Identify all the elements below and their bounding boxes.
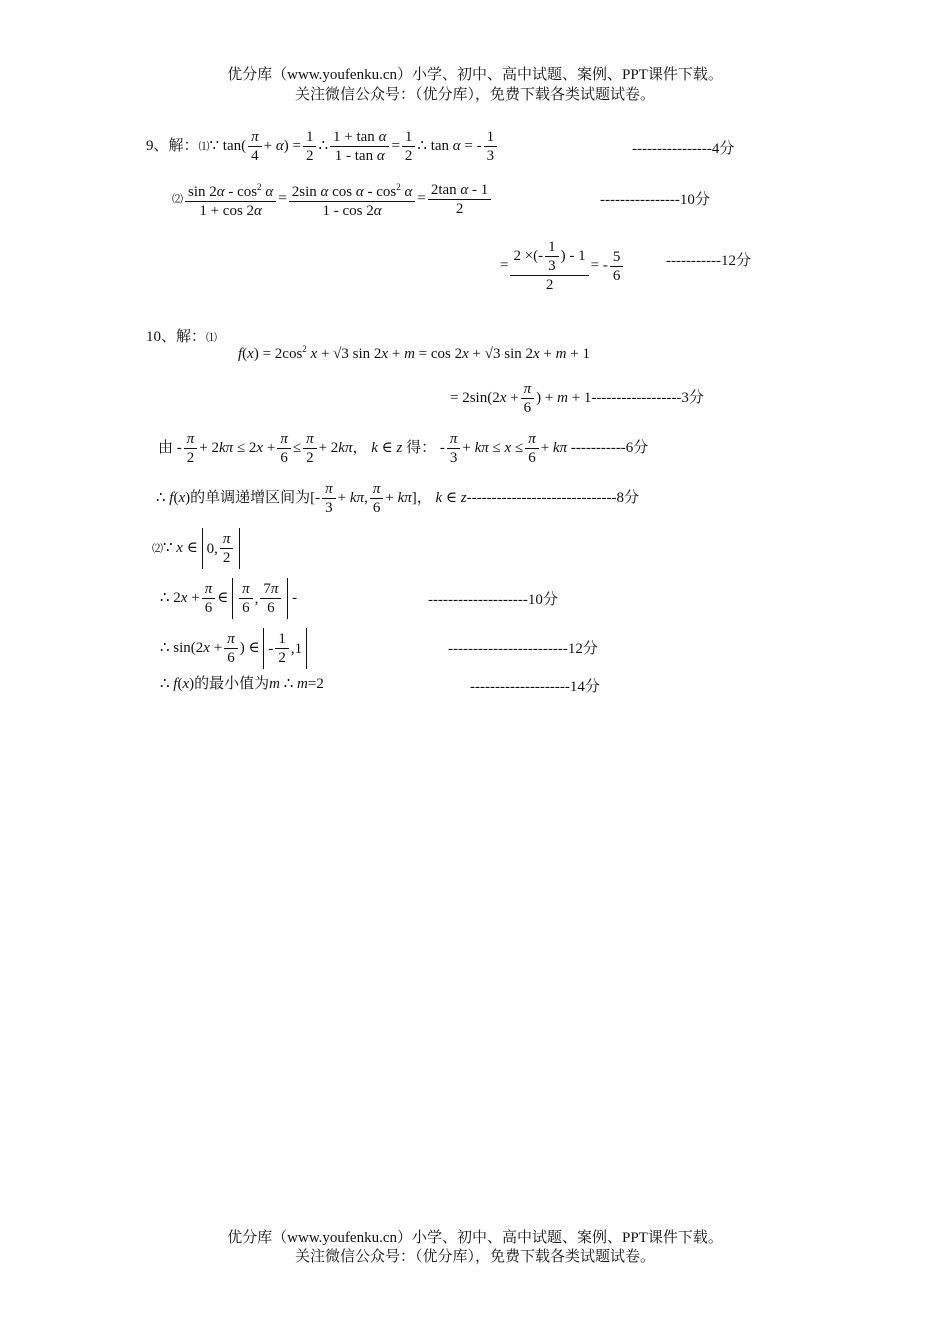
q10-final-value: =2 bbox=[307, 676, 324, 692]
q9-p1-mark: ⑴ bbox=[198, 140, 210, 153]
q9-part1: 9、解：⑴∵ tan( $\frac{\pi}{4}$ + α) = $\frac{1}{2}$ ∴ $\frac{\text{1 + tan α}}{\text{1 - tan α}}$ = $\frac{1}{2}$ ∴ tan α = - $\frac{1}{3}$ bbox=[146, 128, 499, 165]
q10-simplified: = 2sin(2x + $\frac{\pi}{6}$ ) + m + 1------------------3分 bbox=[450, 381, 704, 416]
q10-de: 得： bbox=[406, 439, 437, 456]
q10-cond-1: k ∈ z bbox=[371, 439, 403, 456]
header-line-1: 优分库（www.youfenku.cn）小学、初中、高中试题、案例、PPT课件下载。 bbox=[227, 67, 723, 83]
q10-score-6: --------------------14分 bbox=[470, 679, 600, 695]
q10-p1-mark: ⑴ bbox=[206, 332, 218, 344]
q10-label-line bbox=[146, 327, 217, 348]
q9-score-2: ----------------10分 bbox=[600, 192, 710, 208]
q10-min-text: 的最小值为 bbox=[194, 676, 270, 692]
q10-score-3: ------------------------------8分 bbox=[466, 489, 639, 506]
q10-inequality: 由 - $\frac{\pi}{2}$ + 2kπ ≤ 2x + $\frac{\pi}{6}$ ≤ $\frac{\pi}{2}$ + 2kπ， k ∈ z 得： - $\frac{\pi}{3}$ + kπ ≤ x ≤ $\frac{\pi}{6}$ + kπ -----------6分 bbox=[158, 431, 649, 466]
footer-line-1: 优分库（www.youfenku.cn）小学、初中、高中试题、案例、PPT课件下载。 bbox=[227, 1230, 723, 1246]
q9-part2: ⑵ $\frac{\sin 2\alpha - \cos^2 \alpha}{1 + \cos 2\alpha}$ = $\frac{2\sin \alpha \cos \alpha - \cos^2 \alpha}{1 - \cos 2\alpha}$ = $\frac{\text{2tan α - 1}}{2}$ bbox=[172, 178, 493, 220]
q10-score-1: ------------------3分 bbox=[591, 389, 704, 406]
q10-min-value: ∴ f(x)的最小值为m ∴ m=2 bbox=[160, 676, 324, 692]
q10-interval: ∴ f(x)的单调递增区间为[- $\frac{\pi}{3}$ + kπ, $\frac{\pi}{6}$ + kπ]， k ∈ z------------------------------8分 bbox=[156, 481, 639, 516]
q10-by: 由 bbox=[158, 439, 174, 456]
q9-score-1: ----------------4分 bbox=[632, 141, 735, 157]
q10-p2-mark: ⑵ bbox=[152, 542, 163, 555]
header-line-2: 关注微信公众号：（优分库），免费下载各类试题试卷。 bbox=[294, 87, 655, 103]
q10-score-5: ------------------------12分 bbox=[448, 641, 598, 657]
q10-function: $f(x) = 2\cos^2$ x + √3 sin 2x + m = cos 2x + √3 sin 2x + m + 1 bbox=[238, 344, 590, 362]
q10-score-4: --------------------10分 bbox=[428, 592, 558, 608]
q10-cond-2: k ∈ z bbox=[435, 489, 467, 506]
q9-p2-mark: ⑵ bbox=[172, 193, 183, 206]
q10-label: 10、解： bbox=[146, 329, 207, 345]
q10-score-2: -----------6分 bbox=[570, 439, 649, 456]
q10-sin-range: ∴ sin(2x + $\frac{\pi}{6}$ ) ∈ - $\frac{1}{2}$ ,1 bbox=[160, 628, 307, 669]
q9-part2-result: = 2 ×(- $\frac{1}{3}$ ) - 1 2 = - $\frac{5}{6}$ bbox=[500, 238, 625, 294]
q10-part2-domain: ⑵∵ x ∈ 0, $\frac{\pi}{2}$ bbox=[152, 528, 240, 569]
q9-score-3: -----------12分 bbox=[666, 253, 751, 269]
footer-line-2: 关注微信公众号：（优分库），免费下载各类试题试卷。 bbox=[294, 1249, 655, 1265]
q10-monotone-text: 的单调递增区间为 bbox=[190, 489, 311, 506]
q9-label: 9、解： bbox=[146, 137, 199, 154]
q10-arg-range: ∴ 2x + $\frac{\pi}{6}$ ∈ $\frac{\pi}{6}$ , $\frac{7\pi}{6}$ - bbox=[160, 578, 297, 619]
